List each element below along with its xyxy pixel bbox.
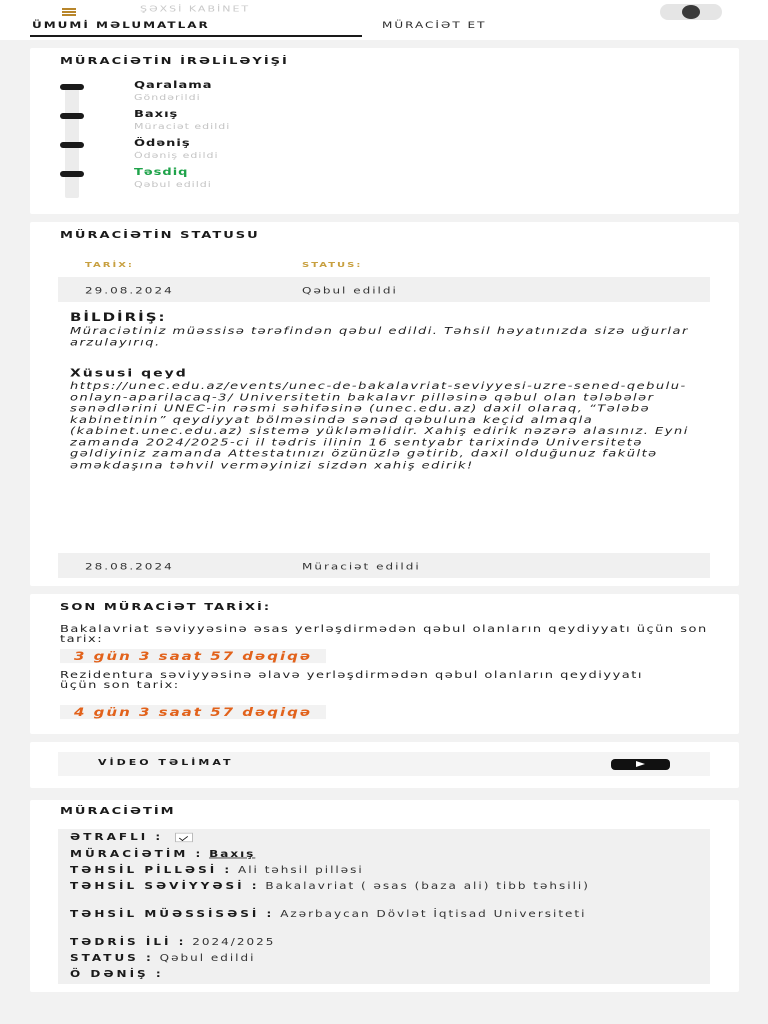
- detail-label: Ö DƏNİŞ :: [70, 968, 164, 980]
- step-status: Ödəniş edildi: [134, 151, 219, 161]
- detail-row: [70, 909, 700, 919]
- notice-text: Müraciətiniz müəssisə tərəfindən qəbul edildi. Təhsil həyatınızda sizə uğurlar arzulayırıq.: [70, 325, 689, 349]
- detail-value: 2024/2025: [192, 936, 276, 948]
- details-checkbox[interactable]: [175, 832, 193, 841]
- detail-value: Qəbul edildi: [159, 952, 256, 964]
- video-tutorial-label: VİDEO TƏLİMAT: [98, 758, 234, 768]
- step-dot: [60, 84, 84, 90]
- tab-apply[interactable]: MÜRACİƏT ET: [382, 20, 487, 31]
- countdown-value: 4 gün 3 saat 57 dəqiqə: [60, 705, 326, 719]
- detail-row: [70, 865, 700, 875]
- row-date: 29.08.2024: [85, 285, 174, 296]
- detail-value: Ali təhsil pilləsi: [238, 864, 364, 876]
- step-name: Qaralama: [134, 80, 213, 91]
- detail-value: Azərbaycan Dövlət İqtisad Universiteti: [280, 908, 587, 920]
- step-name: Baxış: [134, 109, 179, 120]
- column-header-date: TARİX:: [85, 261, 134, 269]
- active-tab-indicator: [30, 35, 362, 37]
- remark-text[interactable]: https://unec.edu.az/events/unec-de-bakalavriat-seviyyesi-uzre-sened-qebulu-onlayn-aparilacaq-3/ Universitetin bakalavr pilləsinə qəbul olan tələbələr sənədlərini UNEC-in rəsmi səhifəsinə (unec.edu.az) daxil olaraq, “Tələbə kabinetinin” qeydiyyat bölməsində sənəd qəbuluna keçid almaqla (kabinet.unec.edu.az) sistemə yükləməlidir. Xahiş edirik nəzərə alasınız. Eyni zamanda 2024/2025-ci il tədris ilinin 16 sentyabr tarixində Universitetə gəldiyiniz zamanda Attestatınızı özünüzlə gətirib, daxil olduğunuz fakültə əməkdaşına təhvil verməyinizi sizdən xahiş edirik!: [70, 380, 689, 472]
- application-link[interactable]: Baxış: [209, 848, 256, 860]
- deadline-text: Rezidentura səviyyəsinə əlavə yerləşdirmədən qəbul olanların qeydiyyatı üçün son tarix:: [60, 669, 643, 692]
- detail-label: MÜRACİƏTİM :: [70, 848, 204, 860]
- step-dot: [60, 171, 84, 177]
- detail-row: [70, 937, 700, 947]
- detail-label: TƏHSİL MÜƏSSİSƏSİ :: [70, 908, 275, 920]
- detail-value: Bakalavriat ( əsas (baza ali) tibb təhsili): [265, 880, 590, 892]
- detail-label: TƏHSİL PİLLƏSİ :: [70, 864, 233, 876]
- row-status: Qəbul edildi: [302, 285, 398, 296]
- step-name: Təsdiq: [134, 167, 189, 178]
- application-title: MÜRACİƏTİM: [60, 806, 176, 817]
- detail-row: [70, 953, 700, 963]
- row-status: Müraciət edildi: [302, 561, 421, 572]
- step-status: Müraciət edildi: [134, 122, 231, 132]
- column-header-status: STATUS:: [302, 261, 363, 269]
- play-icon[interactable]: [611, 759, 670, 770]
- remark-title: Xüsusi qeyd: [70, 367, 188, 380]
- detail-row: [70, 969, 700, 979]
- top-bar: [0, 0, 768, 40]
- tab-general-info[interactable]: ÜMUMİ MƏLUMATLAR: [32, 20, 210, 31]
- countdown-value: 3 gün 3 saat 57 dəqiqə: [60, 649, 326, 663]
- step-review: [60, 109, 360, 139]
- menu-icon[interactable]: [62, 8, 76, 16]
- progress-title: MÜRACİƏTİN İRƏLİLƏYİŞİ: [60, 56, 289, 67]
- video-tutorial-bar[interactable]: [58, 752, 710, 776]
- step-status: Qəbul edildi: [134, 180, 212, 190]
- application-details: [58, 829, 710, 984]
- deadline-title: SON MÜRACİƏT TARİXİ:: [60, 602, 272, 613]
- page-title: ŞƏXSİ KABİNET: [140, 4, 251, 14]
- step-approval: [60, 167, 360, 197]
- details-toggle-row: [70, 832, 700, 842]
- detail-label: STATUS :: [70, 952, 154, 964]
- detail-row: [70, 881, 700, 891]
- step-name: Ödəniş: [134, 138, 191, 149]
- step-payment: [60, 138, 360, 168]
- status-title: MÜRACİƏTİN STATUSU: [60, 230, 260, 241]
- detail-label: TƏDRİS İLİ :: [70, 936, 187, 948]
- user-photo-icon: [682, 5, 700, 19]
- step-status: Göndərildi: [134, 93, 201, 103]
- deadline-text: Bakalavriat səviyyəsinə əsas yerləşdirmədən qəbul olanların qeydiyyatı üçün son tarix:: [60, 623, 708, 646]
- detail-row: [70, 849, 700, 859]
- row-date: 28.08.2024: [85, 561, 174, 572]
- step-dot: [60, 113, 84, 119]
- details-label: ƏTRAFLI :: [70, 831, 164, 843]
- detail-label: TƏHSİL SƏVİYYƏSİ :: [70, 880, 260, 892]
- avatar[interactable]: [660, 4, 722, 20]
- step-dot: [60, 142, 84, 148]
- notice-title: BİLDİRİŞ:: [70, 310, 167, 325]
- step-draft: [60, 80, 360, 110]
